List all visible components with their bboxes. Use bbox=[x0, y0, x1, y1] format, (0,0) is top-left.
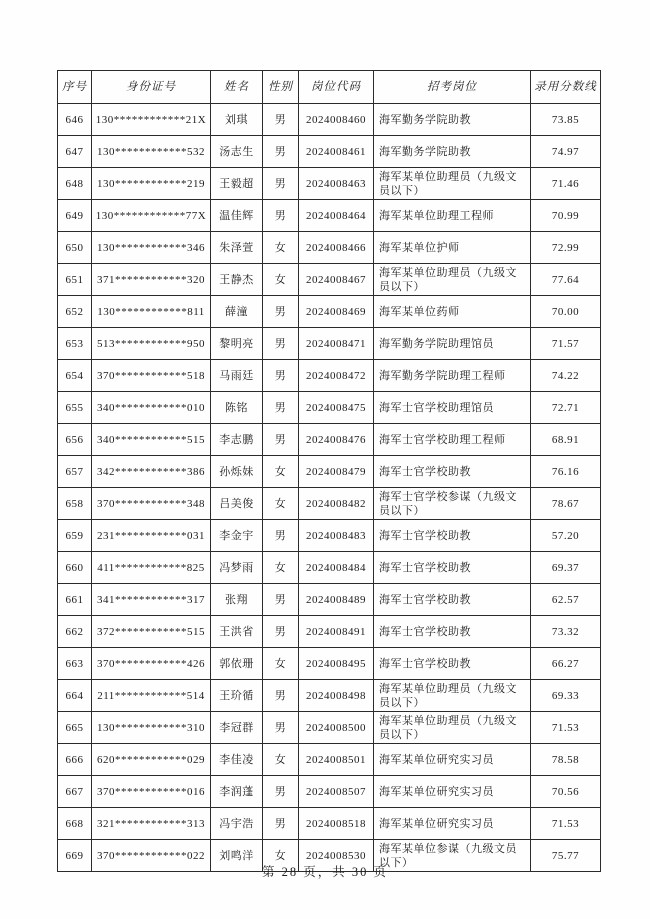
cell-score: 71.57 bbox=[531, 328, 601, 360]
cell-position: 海军士官学校助教 bbox=[374, 552, 531, 584]
cell-name: 李润蓬 bbox=[211, 776, 263, 808]
cell-position: 海军某单位药师 bbox=[374, 296, 531, 328]
cell-position-code: 2024008461 bbox=[299, 136, 374, 168]
cell-score: 57.20 bbox=[531, 520, 601, 552]
table-row bbox=[58, 232, 601, 264]
cell-id-number: 370************518 bbox=[92, 360, 211, 392]
cell-score: 71.53 bbox=[531, 808, 601, 840]
cell-position-code: 2024008463 bbox=[299, 168, 374, 200]
cell-position: 海军某单位研究实习员 bbox=[374, 808, 531, 840]
table-row bbox=[58, 776, 601, 808]
cell-position: 海军士官学校助教 bbox=[374, 648, 531, 680]
cell-position: 海军某单位助理员（九级文员以下） bbox=[374, 712, 531, 744]
table-row bbox=[58, 168, 601, 200]
cell-gender: 女 bbox=[263, 648, 299, 680]
cell-position-code: 2024008507 bbox=[299, 776, 374, 808]
cell-gender: 男 bbox=[263, 584, 299, 616]
cell-gender: 男 bbox=[263, 392, 299, 424]
cell-seq: 659 bbox=[58, 520, 92, 552]
cell-score: 69.37 bbox=[531, 552, 601, 584]
cell-score: 72.71 bbox=[531, 392, 601, 424]
cell-gender: 男 bbox=[263, 680, 299, 712]
cell-position: 海军士官学校助教 bbox=[374, 456, 531, 488]
cell-score: 66.27 bbox=[531, 648, 601, 680]
cell-score: 70.99 bbox=[531, 200, 601, 232]
cell-id-number: 211************514 bbox=[92, 680, 211, 712]
table-row bbox=[58, 808, 601, 840]
cell-name: 冯梦雨 bbox=[211, 552, 263, 584]
cell-position-code: 2024008483 bbox=[299, 520, 374, 552]
cell-seq: 661 bbox=[58, 584, 92, 616]
cell-gender: 男 bbox=[263, 136, 299, 168]
cell-position: 海军勤务学院助理馆员 bbox=[374, 328, 531, 360]
cell-id-number: 130************21X bbox=[92, 104, 211, 136]
cell-position: 海军勤务学院助教 bbox=[374, 104, 531, 136]
cell-seq: 657 bbox=[58, 456, 92, 488]
cell-seq: 668 bbox=[58, 808, 92, 840]
cell-id-number: 231************031 bbox=[92, 520, 211, 552]
table-row bbox=[58, 616, 601, 648]
cell-seq: 647 bbox=[58, 136, 92, 168]
cell-seq: 650 bbox=[58, 232, 92, 264]
table-body bbox=[58, 104, 601, 872]
table-row bbox=[58, 264, 601, 296]
cell-score: 68.91 bbox=[531, 424, 601, 456]
cell-seq: 646 bbox=[58, 104, 92, 136]
table-header-row bbox=[58, 71, 601, 104]
cell-id-number: 321************313 bbox=[92, 808, 211, 840]
cell-position: 海军勤务学院助教 bbox=[374, 136, 531, 168]
table-row bbox=[58, 584, 601, 616]
cell-id-number: 370************348 bbox=[92, 488, 211, 520]
cell-gender: 男 bbox=[263, 200, 299, 232]
cell-name: 张翔 bbox=[211, 584, 263, 616]
cell-position-code: 2024008501 bbox=[299, 744, 374, 776]
cell-position-code: 2024008500 bbox=[299, 712, 374, 744]
cell-score: 71.53 bbox=[531, 712, 601, 744]
cell-score: 62.57 bbox=[531, 584, 601, 616]
cell-gender: 男 bbox=[263, 168, 299, 200]
cell-seq: 665 bbox=[58, 712, 92, 744]
cell-position-code: 2024008471 bbox=[299, 328, 374, 360]
cell-gender: 男 bbox=[263, 808, 299, 840]
cell-score: 78.58 bbox=[531, 744, 601, 776]
table-row bbox=[58, 456, 601, 488]
cell-name: 马雨廷 bbox=[211, 360, 263, 392]
column-header-name: 姓名 bbox=[211, 71, 263, 104]
cell-position: 海军士官学校助教 bbox=[374, 616, 531, 648]
cell-seq: 660 bbox=[58, 552, 92, 584]
cell-gender: 男 bbox=[263, 104, 299, 136]
cell-position-code: 2024008476 bbox=[299, 424, 374, 456]
cell-position: 海军某单位研究实习员 bbox=[374, 744, 531, 776]
cell-score: 74.97 bbox=[531, 136, 601, 168]
cell-seq: 648 bbox=[58, 168, 92, 200]
cell-id-number: 130************310 bbox=[92, 712, 211, 744]
column-header-position-code: 岗位代码 bbox=[299, 71, 374, 104]
cell-seq: 669 bbox=[58, 840, 92, 872]
cell-position-code: 2024008489 bbox=[299, 584, 374, 616]
cell-score: 70.56 bbox=[531, 776, 601, 808]
cell-name: 朱泽萱 bbox=[211, 232, 263, 264]
cell-score: 70.00 bbox=[531, 296, 601, 328]
cell-position-code: 2024008484 bbox=[299, 552, 374, 584]
cell-position: 海军某单位助理员（九级文员以下） bbox=[374, 264, 531, 296]
cell-seq: 652 bbox=[58, 296, 92, 328]
cell-id-number: 130************77X bbox=[92, 200, 211, 232]
cell-score: 75.77 bbox=[531, 840, 601, 872]
cell-gender: 女 bbox=[263, 264, 299, 296]
cell-name: 吕美俊 bbox=[211, 488, 263, 520]
cell-seq: 656 bbox=[58, 424, 92, 456]
cell-position: 海军勤务学院助理工程师 bbox=[374, 360, 531, 392]
cell-position-code: 2024008469 bbox=[299, 296, 374, 328]
cell-seq: 651 bbox=[58, 264, 92, 296]
table-row bbox=[58, 200, 601, 232]
column-header-position: 招考岗位 bbox=[374, 71, 531, 104]
cell-id-number: 130************346 bbox=[92, 232, 211, 264]
cell-id-number: 342************386 bbox=[92, 456, 211, 488]
cell-seq: 667 bbox=[58, 776, 92, 808]
cell-id-number: 341************317 bbox=[92, 584, 211, 616]
cell-gender: 男 bbox=[263, 360, 299, 392]
cell-position: 海军士官学校参谋（九级文员以下） bbox=[374, 488, 531, 520]
cell-name: 薛潼 bbox=[211, 296, 263, 328]
cell-seq: 664 bbox=[58, 680, 92, 712]
cell-seq: 649 bbox=[58, 200, 92, 232]
cell-id-number: 371************320 bbox=[92, 264, 211, 296]
cell-position-code: 2024008495 bbox=[299, 648, 374, 680]
column-header-id-number: 身份证号 bbox=[92, 71, 211, 104]
table-row bbox=[58, 296, 601, 328]
cell-name: 李志鹏 bbox=[211, 424, 263, 456]
cell-position-code: 2024008467 bbox=[299, 264, 374, 296]
table-row bbox=[58, 712, 601, 744]
cell-score: 74.22 bbox=[531, 360, 601, 392]
cell-position: 海军士官学校助教 bbox=[374, 520, 531, 552]
table-row bbox=[58, 424, 601, 456]
cell-gender: 女 bbox=[263, 552, 299, 584]
cell-position-code: 2024008466 bbox=[299, 232, 374, 264]
cell-gender: 男 bbox=[263, 616, 299, 648]
cell-score: 69.33 bbox=[531, 680, 601, 712]
cell-gender: 男 bbox=[263, 776, 299, 808]
table-row bbox=[58, 136, 601, 168]
cell-name: 陈铭 bbox=[211, 392, 263, 424]
cell-id-number: 340************515 bbox=[92, 424, 211, 456]
table-row bbox=[58, 392, 601, 424]
table-row bbox=[58, 552, 601, 584]
table-row bbox=[58, 744, 601, 776]
cell-name: 黎明亮 bbox=[211, 328, 263, 360]
cell-position: 海军士官学校助教 bbox=[374, 584, 531, 616]
column-header-score-line: 录用分数线 bbox=[531, 71, 601, 104]
cell-position-code: 2024008475 bbox=[299, 392, 374, 424]
cell-position: 海军士官学校助理工程师 bbox=[374, 424, 531, 456]
cell-position: 海军某单位研究实习员 bbox=[374, 776, 531, 808]
cell-name: 王洪省 bbox=[211, 616, 263, 648]
table-row bbox=[58, 648, 601, 680]
table-row bbox=[58, 680, 601, 712]
table-row bbox=[58, 488, 601, 520]
cell-position-code: 2024008460 bbox=[299, 104, 374, 136]
cell-id-number: 130************532 bbox=[92, 136, 211, 168]
cell-id-number: 130************219 bbox=[92, 168, 211, 200]
cell-gender: 男 bbox=[263, 296, 299, 328]
cell-name: 冯宇浩 bbox=[211, 808, 263, 840]
cell-position-code: 2024008482 bbox=[299, 488, 374, 520]
cell-score: 77.64 bbox=[531, 264, 601, 296]
cell-name: 李佳凌 bbox=[211, 744, 263, 776]
cell-position-code: 2024008498 bbox=[299, 680, 374, 712]
cell-position-code: 2024008530 bbox=[299, 840, 374, 872]
cell-position: 海军某单位助理员（九级文员以下） bbox=[374, 168, 531, 200]
table-row bbox=[58, 328, 601, 360]
cell-name: 王毅超 bbox=[211, 168, 263, 200]
cell-position-code: 2024008518 bbox=[299, 808, 374, 840]
cell-name: 李金宇 bbox=[211, 520, 263, 552]
cell-position-code: 2024008491 bbox=[299, 616, 374, 648]
cell-id-number: 370************016 bbox=[92, 776, 211, 808]
cell-position: 海军某单位参谋（九级文员以下） bbox=[374, 840, 531, 872]
column-header-seq: 序号 bbox=[58, 71, 92, 104]
cell-score: 73.85 bbox=[531, 104, 601, 136]
cell-name: 刘琪 bbox=[211, 104, 263, 136]
cell-gender: 女 bbox=[263, 456, 299, 488]
cell-gender: 女 bbox=[263, 488, 299, 520]
cell-seq: 655 bbox=[58, 392, 92, 424]
table-row bbox=[58, 104, 601, 136]
cell-score: 73.32 bbox=[531, 616, 601, 648]
cell-seq: 666 bbox=[58, 744, 92, 776]
table-row bbox=[58, 360, 601, 392]
cell-score: 71.46 bbox=[531, 168, 601, 200]
cell-position-code: 2024008464 bbox=[299, 200, 374, 232]
cell-score: 76.16 bbox=[531, 456, 601, 488]
cell-name: 王静杰 bbox=[211, 264, 263, 296]
table-row bbox=[58, 520, 601, 552]
cell-gender: 女 bbox=[263, 232, 299, 264]
cell-id-number: 340************010 bbox=[92, 392, 211, 424]
cell-id-number: 370************022 bbox=[92, 840, 211, 872]
cell-seq: 658 bbox=[58, 488, 92, 520]
cell-gender: 男 bbox=[263, 520, 299, 552]
cell-seq: 662 bbox=[58, 616, 92, 648]
cell-id-number: 130************811 bbox=[92, 296, 211, 328]
cell-gender: 男 bbox=[263, 328, 299, 360]
cell-gender: 女 bbox=[263, 840, 299, 872]
cell-gender: 男 bbox=[263, 424, 299, 456]
page-footer: 第 28 页，共 30 页 bbox=[261, 865, 388, 879]
cell-name: 王玠循 bbox=[211, 680, 263, 712]
cell-id-number: 370************426 bbox=[92, 648, 211, 680]
cell-seq: 663 bbox=[58, 648, 92, 680]
cell-id-number: 372************515 bbox=[92, 616, 211, 648]
cell-gender: 男 bbox=[263, 712, 299, 744]
cell-id-number: 411************825 bbox=[92, 552, 211, 584]
cell-position-code: 2024008472 bbox=[299, 360, 374, 392]
cell-name: 孙烁妹 bbox=[211, 456, 263, 488]
cell-name: 汤志生 bbox=[211, 136, 263, 168]
cell-id-number: 513************950 bbox=[92, 328, 211, 360]
cell-score: 72.99 bbox=[531, 232, 601, 264]
cell-seq: 653 bbox=[58, 328, 92, 360]
cell-position: 海军某单位助理员（九级文员以下） bbox=[374, 680, 531, 712]
cell-score: 78.67 bbox=[531, 488, 601, 520]
cell-position: 海军士官学校助理馆员 bbox=[374, 392, 531, 424]
cell-position: 海军某单位护师 bbox=[374, 232, 531, 264]
cell-name: 李冠群 bbox=[211, 712, 263, 744]
cell-gender: 女 bbox=[263, 744, 299, 776]
score-table bbox=[57, 70, 601, 872]
cell-name: 温佳辉 bbox=[211, 200, 263, 232]
column-header-gender: 性别 bbox=[263, 71, 299, 104]
cell-seq: 654 bbox=[58, 360, 92, 392]
cell-name: 刘鸣洋 bbox=[211, 840, 263, 872]
cell-name: 郭依珊 bbox=[211, 648, 263, 680]
cell-position-code: 2024008479 bbox=[299, 456, 374, 488]
cell-id-number: 620************029 bbox=[92, 744, 211, 776]
cell-position: 海军某单位助理工程师 bbox=[374, 200, 531, 232]
